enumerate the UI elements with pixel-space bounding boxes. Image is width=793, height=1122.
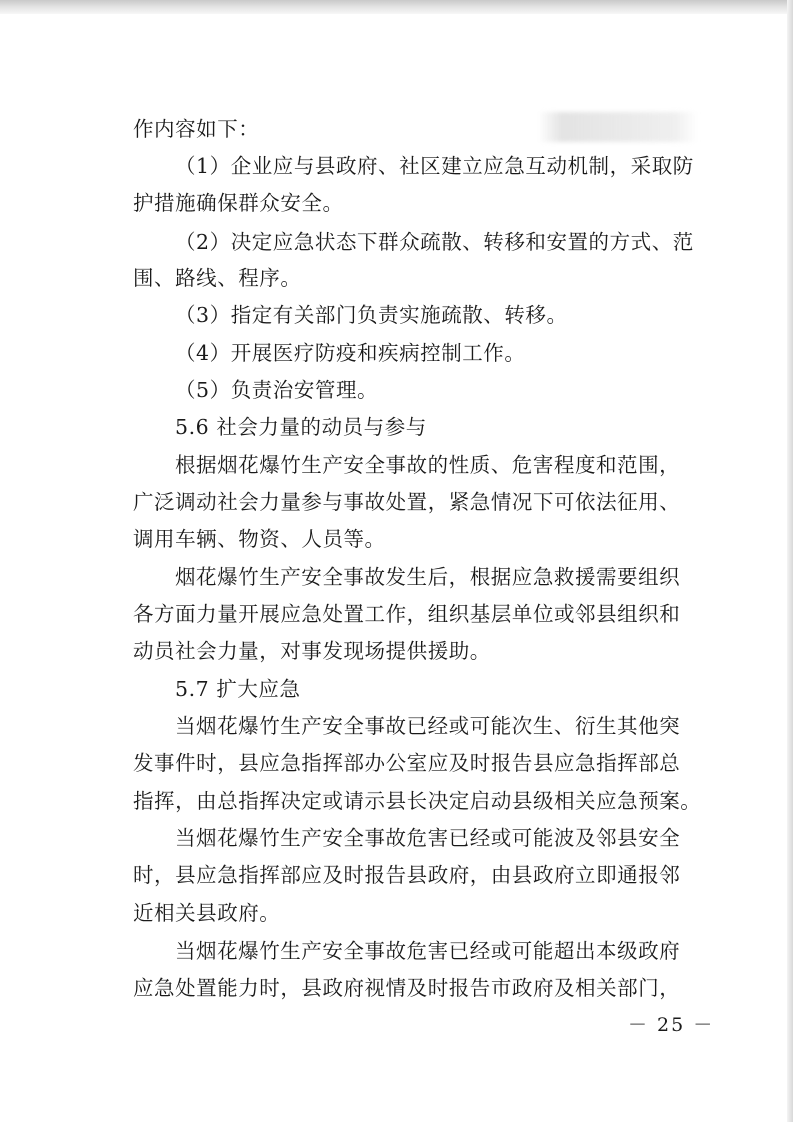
text-line: （3）指定有关部门负责实施疏散、转移。 <box>175 303 568 327</box>
section-heading: 5.7 扩大应急 <box>175 677 301 701</box>
text-line: 当烟花爆竹生产安全事故危害已经或可能波及邻县安全 <box>175 826 681 850</box>
text-line: （2）决定应急状态下群众疏散、转移和安置的方式、范 <box>175 230 694 254</box>
text-line: （4）开展医疗防疫和疾病控制工作。 <box>175 341 526 365</box>
text-line: （1）企业应与县政府、社区建立应急互动机制，采取防 <box>175 154 694 178</box>
text-line: 各方面力量开展应急处置工作，组织基层单位或邻县组织和 <box>133 602 681 626</box>
scan-top-edge <box>0 0 793 14</box>
scan-right-edge <box>787 0 793 1122</box>
text-line: 烟花爆竹生产安全事故发生后，根据应急救援需要组织 <box>175 565 681 589</box>
text-line: 围、路线、程序。 <box>133 266 302 290</box>
text-line: 作内容如下： <box>133 117 260 141</box>
text-line: 广泛调动社会力量参与事故处置，紧急情况下可依法征用、 <box>133 490 681 514</box>
text-line: 当烟花爆竹生产安全事故危害已经或可能超出本级政府 <box>175 939 681 963</box>
text-line: 动员社会力量，对事发现场提供援助。 <box>133 639 491 663</box>
text-line: 调用车辆、物资、人员等。 <box>133 527 386 551</box>
text-line: 时，县应急指挥部应及时报告县政府，由县政府立即通报邻 <box>133 863 681 887</box>
text-line: 发事件时，县应急指挥部办公室应及时报告县应急指挥部总 <box>133 751 681 775</box>
text-line: 护措施确保群众安全。 <box>133 191 344 215</box>
page-number: － 25 － <box>628 1014 715 1036</box>
text-line: 根据烟花爆竹生产安全事故的性质、危害程度和范围， <box>175 453 681 477</box>
section-heading: 5.6 社会力量的动员与参与 <box>175 415 427 439</box>
text-line: 近相关县政府。 <box>133 901 281 925</box>
text-line: （5）负责治安管理。 <box>175 378 379 402</box>
text-line: 应急处置能力时，县政府视情及时报告市政府及相关部门， <box>133 976 681 1000</box>
text-line: 当烟花爆竹生产安全事故已经或可能次生、衍生其他突 <box>175 714 681 738</box>
text-line: 指挥，由总指挥决定或请示县长决定启动县级相关应急预案。 <box>133 789 702 813</box>
bleed-through-mark <box>538 112 698 142</box>
